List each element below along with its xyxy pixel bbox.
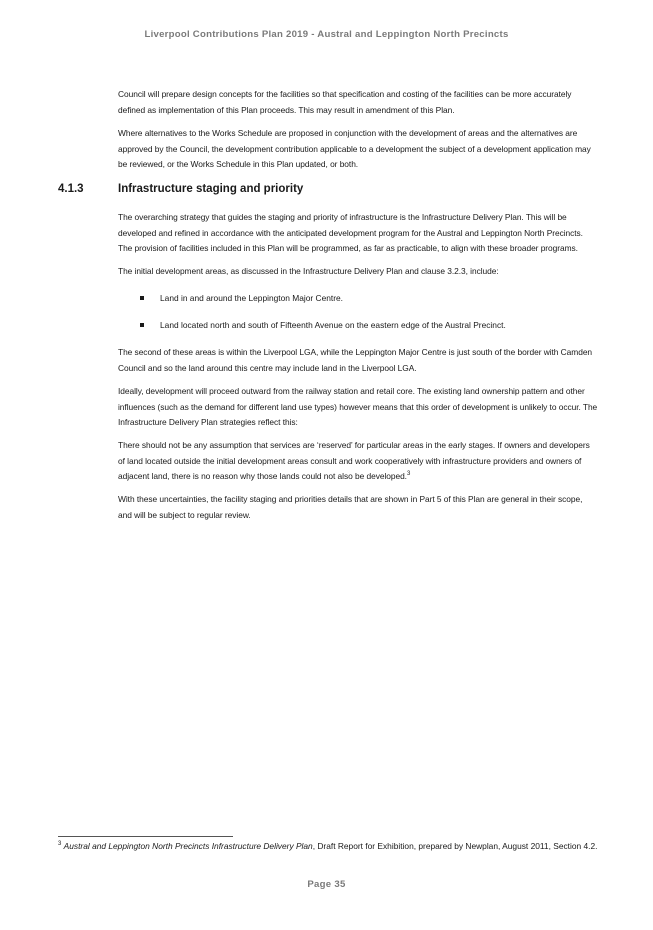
paragraph-no-reservation — [118, 438, 598, 485]
paragraph-uncertainties: With these uncertainties, the facility staging and priorities details that are shown in Part 5 of this Plan are general in their scope, and will be subject to regular review. — [118, 494, 583, 520]
section-number: 4.1.3 — [58, 183, 84, 195]
footnote-document-title: Austral and Leppington North Precincts Infrastructure Delivery Plan — [63, 841, 313, 851]
page-number: Page 35 — [307, 879, 346, 890]
paragraph-overarching-strategy: The overarching strategy that guides the staging and priority of infrastructure is the Infrastructure Delivery Plan. This will be developed and refined in accordance with the anticipated development program for the Austral and Leppington North Precincts. The provision of facilities included in this Plan will be programmed, as far as practicable, to align with these broader programs. — [118, 212, 583, 253]
bullet-marker — [140, 296, 144, 300]
paragraph-works-schedule-alternatives: Where alternatives to the Works Schedule are proposed in conjunction with the development of areas and the alternatives are approved by the Council, the development contribution applicable to a development the subject of a development application may be reviewed, or the Works Schedule in this Plan updated, or both. — [118, 128, 591, 169]
paragraph-development-order: Ideally, development will proceed outward from the railway station and retail core. The existing land ownership pattern and other influences (such as the demand for different land use types) however means that this order of development is unlikely to occur. The Infrastructure Delivery Plan strategies reflect this: — [118, 386, 598, 427]
footnote-details: , Draft Report for Exhibition, prepared by Newplan, August 2011, Section 4.2. — [312, 841, 598, 851]
section-heading — [58, 181, 303, 197]
paragraph-initial-areas: The initial development areas, as discussed in the Infrastructure Delivery Plan and clause 3.2.3, include: — [118, 266, 499, 276]
bullet-text: Land in and around the Leppington Major Centre. — [160, 293, 343, 303]
bullet-marker — [140, 323, 144, 327]
footnote-divider — [58, 836, 233, 837]
footnote — [58, 840, 598, 853]
paragraph-liverpool-lga: The second of these areas is within the Liverpool LGA, while the Leppington Major Centre is just south of the border with Camden Council and so the land around this centre may include land in the Liverpool LGA. — [118, 347, 593, 373]
bullet-text: Land located north and south of Fifteenth Avenue on the eastern edge of the Austral Precinct. — [160, 320, 506, 330]
paragraph-no-reservation-text: There should not be any assumption that services are ‘reserved’ for particular areas in the early stages. If owners and developers of land located outside the initial development areas consult and work cooperatively with infrastructure providers and owners of adjacent land, there is no reason why those lands could not also be developed. — [118, 440, 590, 481]
footnote-reference: 3 — [406, 471, 411, 478]
running-header: Liverpool Contributions Plan 2019 - Austral and Leppington North Precincts — [144, 29, 509, 40]
paragraph-design-concepts: Council will prepare design concepts for the facilities so that specification and costing of the facilities can be more accurately defined as implementation of this Plan proceeds. This may result in amendment of this Plan. — [118, 89, 572, 115]
footnote-marker: 3 — [58, 841, 62, 848]
section-title: Infrastructure staging and priority — [118, 183, 304, 195]
